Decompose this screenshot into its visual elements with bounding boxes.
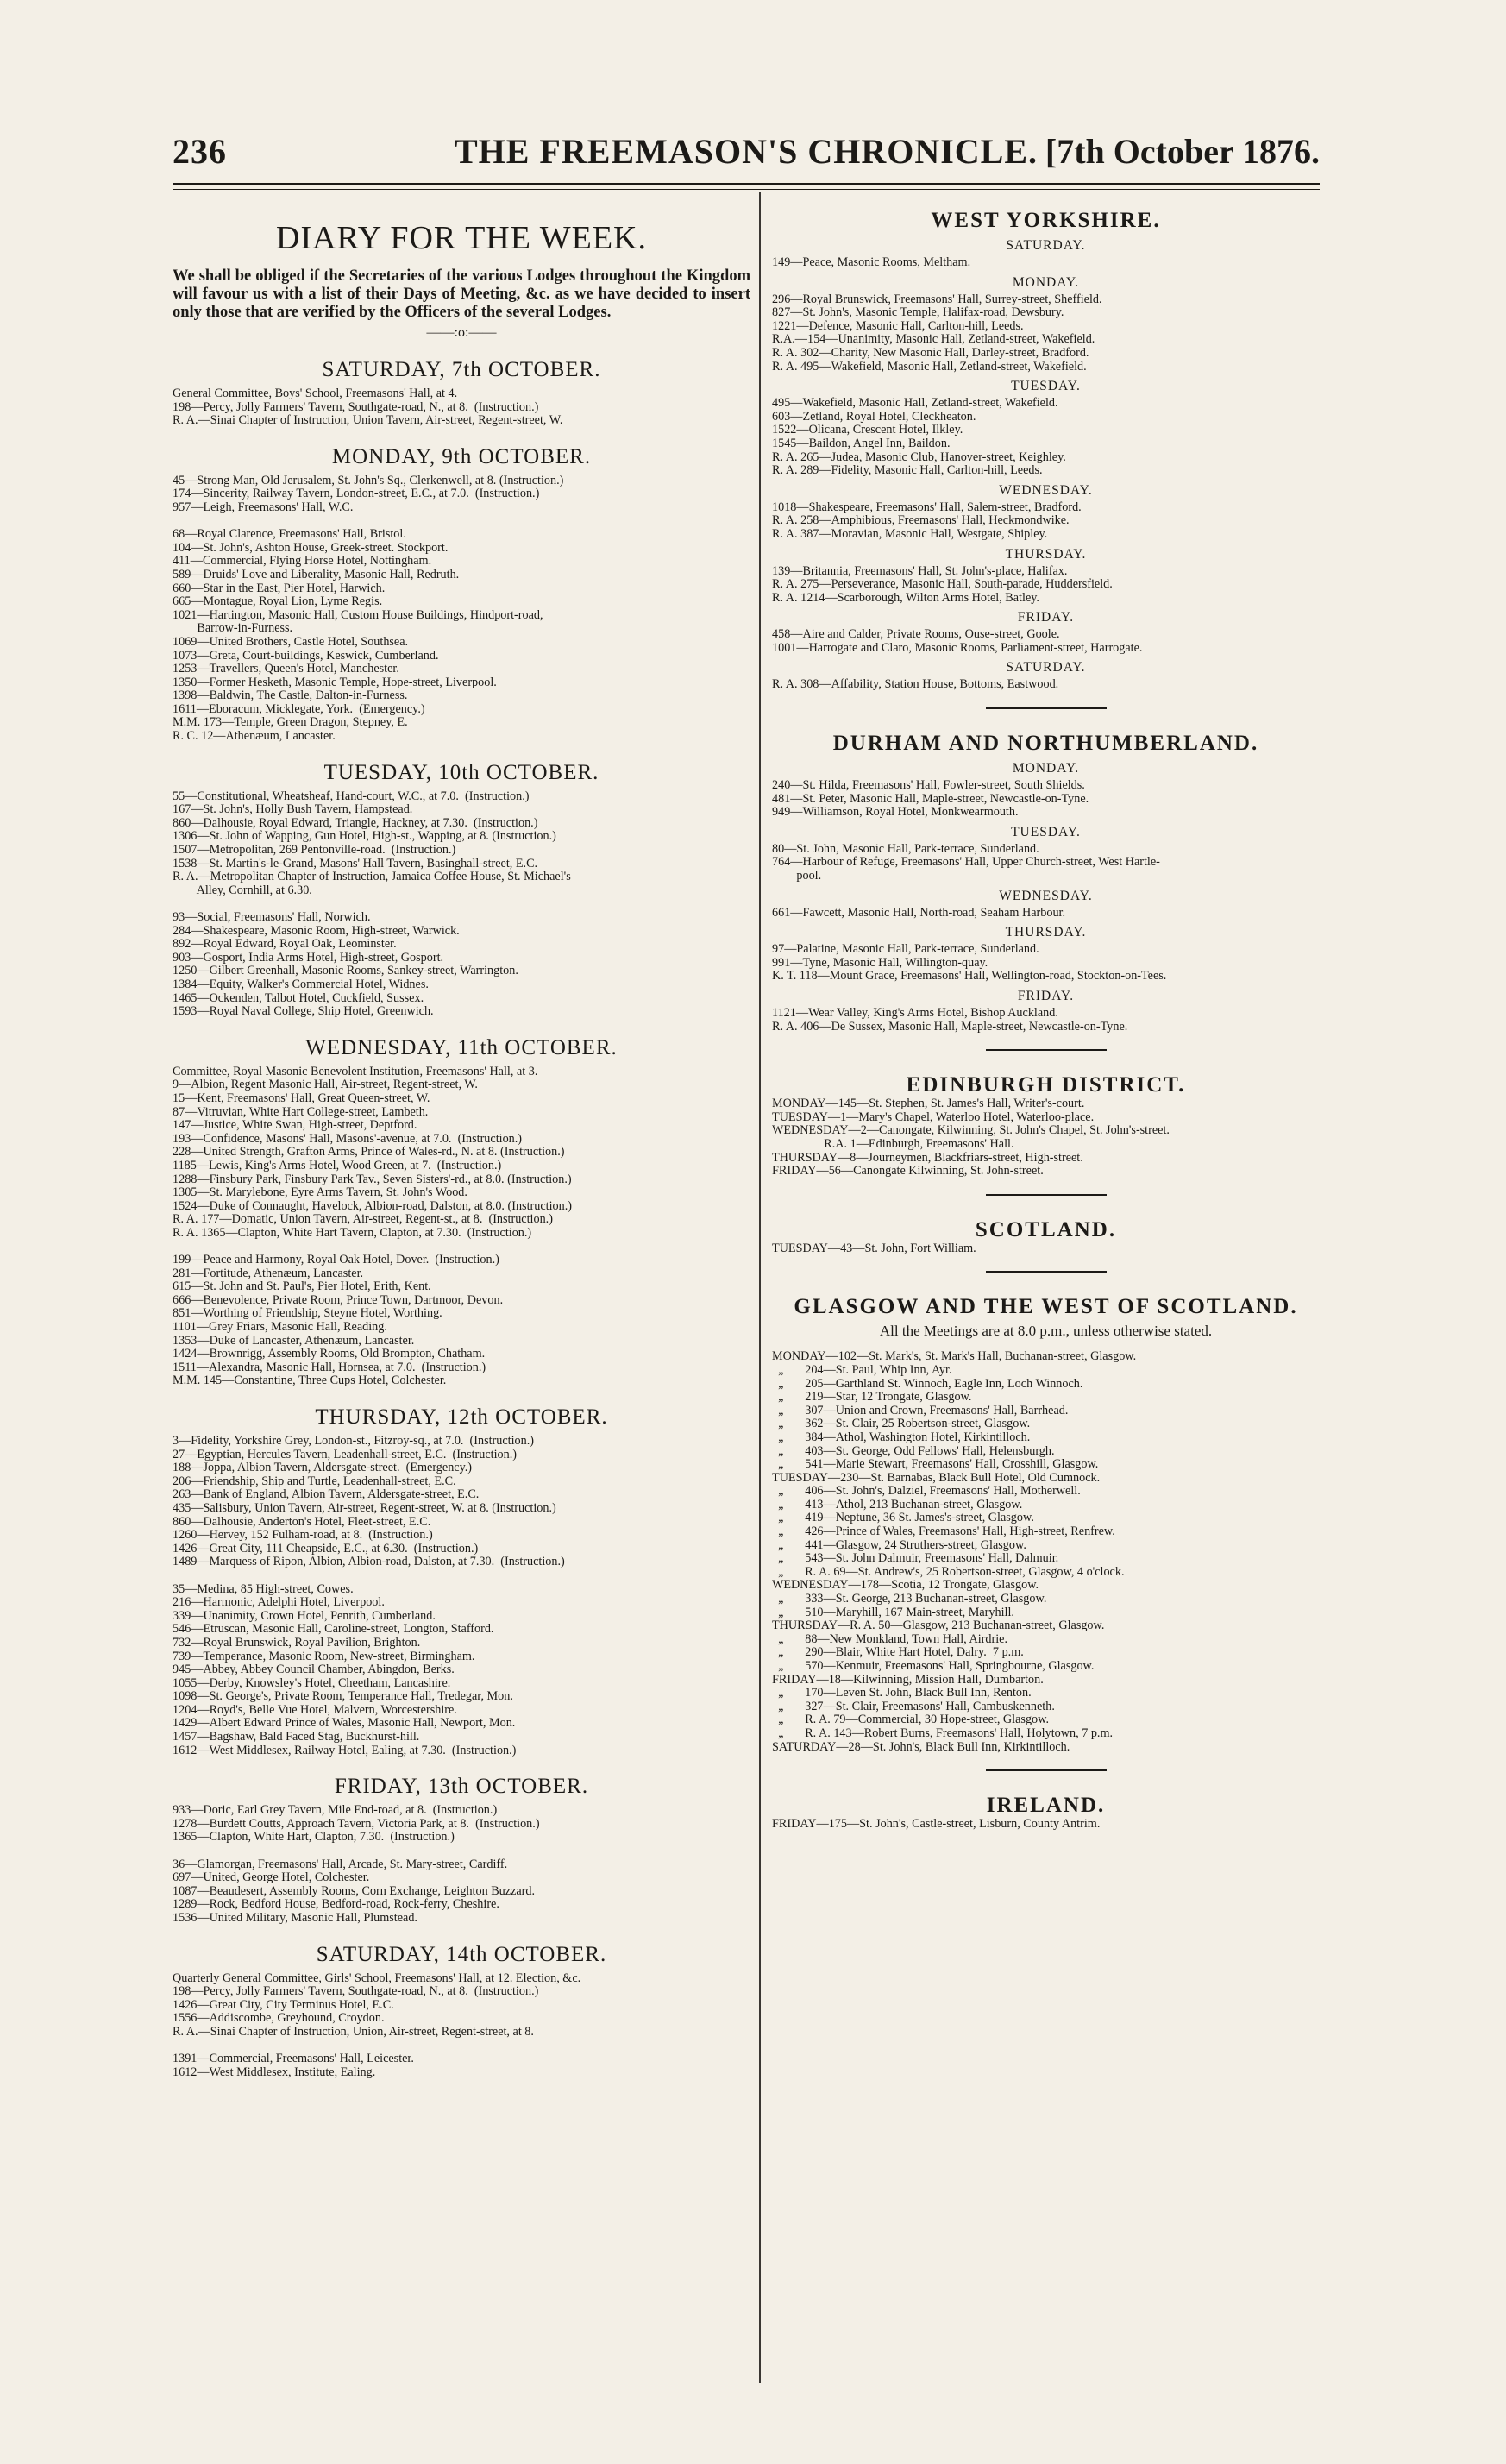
lodge-entry: 1305—St. Marylebone, Eyre Arms Tavern, St. John's Wood. (173, 1185, 467, 1200)
lodge-entry: R. A.—Sinai Chapter of Instruction, Union, Air-street, Regent-street, at 8. (173, 2024, 534, 2039)
lodge-entry: 1511—Alexandra, Masonic Hall, Hornsea, at 7.0. (Instruction.) (173, 1360, 486, 1374)
lodge-entry (173, 1569, 750, 1583)
lodge-entries (772, 843, 1320, 883)
issue-date: [7th October 1876. (1045, 132, 1320, 171)
lodge-entry: MONDAY—102—St. Mark's, St. Mark's Hall, Buchanan-street, Glasgow. (772, 1349, 1137, 1364)
lodge-entry: WEDNESDAY—178—Scotia, 12 Trongate, Glasgow. (772, 1578, 1039, 1593)
lodge-entries (173, 1804, 750, 1925)
lodge-entry: 1391—Commercial, Freemasons' Hall, Leicester. (173, 2052, 414, 2066)
lodge-entry: R. A.—Sinai Chapter of Instruction, Union Tavern, Air-street, Regent-street, W. (173, 413, 563, 428)
lodge-entry: R.A. 1—Edinburgh, Freemasons' Hall. (772, 1136, 1014, 1151)
lodge-entry: FRIDAY—18—Kilwinning, Mission Hall, Dumbarton. (772, 1672, 1044, 1687)
lodge-entry: 1001—Harrogate and Claro, Masonic Rooms, Parliament-street, Harrogate. (772, 640, 1143, 655)
lodge-entry: 36—Glamorgan, Freemasons' Hall, Arcade, St. Mary-street, Cardiff. (173, 1857, 508, 1871)
lodge-entries (173, 790, 750, 1019)
lodge-entry: 827—St. John's, Masonic Temple, Halifax-road, Dewsbury. (772, 305, 1064, 320)
lodge-entry: 1185—Lewis, King's Arms Hotel, Wood Green, at 7. (Instruction.) (173, 1158, 502, 1172)
lodge-entry: 1524—Duke of Connaught, Havelock, Albion-road, Dalston, at 8.0. (Instruction.) (173, 1198, 572, 1213)
left-column (173, 202, 750, 2079)
lodge-entry: 97—Palatine, Masonic Hall, Park-terrace, Sunderland. (772, 942, 1039, 957)
lodge-entry: 1353—Duke of Lancaster, Athenæum, Lancaster. (173, 1333, 415, 1348)
lodge-entry: 139—Britannia, Freemasons' Hall, St. John's-place, Halifax. (772, 563, 1068, 578)
lodge-entry: 603—Zetland, Royal Hotel, Cleckheaton. (772, 409, 976, 424)
lodge-entry: 458—Aire and Calder, Private Rooms, Ouse-street, Goole. (772, 627, 1060, 642)
lodge-entry: 284—Shakespeare, Masonic Room, High-street, Warwick. (173, 923, 460, 938)
lodge-entry: 1556—Addiscombe, Greyhound, Croydon. (173, 2011, 385, 2026)
lodge-entry: THURSDAY—R. A. 50—Glasgow, 213 Buchanan-street, Glasgow. (772, 1619, 1105, 1633)
lodge-entry: 167—St. John's, Holly Bush Tavern, Hampstead. (173, 802, 413, 817)
section-heading: DURHAM AND NORTHUMBERLAND. (832, 732, 1259, 756)
lodge-entries (772, 293, 1320, 374)
lodge-entries (772, 1007, 1320, 1034)
lodge-entry: „ R. A. 79—Commercial, 30 Hope-street, Glasgow. (772, 1713, 1049, 1727)
lodge-entry: „ 419—Neptune, 36 St. James's-street, Glasgow. (772, 1511, 1034, 1525)
lodge-entry: 1055—Derby, Knowsley's Hotel, Cheetham, Lancashire. (173, 1675, 451, 1690)
lodge-entry: 1101—Grey Friars, Masonic Hall, Reading. (173, 1320, 387, 1335)
lodge-entry: 9—Albion, Regent Masonic Hall, Air-street, Regent-street, W. (173, 1078, 478, 1092)
lodge-entry: 1121—Wear Valley, King's Arms Hotel, Bishop Auckland. (772, 1006, 1058, 1020)
weekday-subheading: MONDAY. (1012, 761, 1080, 776)
section-heading: WEST YORKSHIRE. (931, 209, 1161, 232)
lodge-entry: 1429—Albert Edward Prince of Wales, Masonic Hall, Newport, Mon. (173, 1716, 516, 1731)
lodge-entry: „ 543—St. John Dalmuir, Freemasons' Hall, Dalmuir. (772, 1551, 1059, 1566)
lodge-entry: 1522—Olicana, Crescent Hotel, Ilkley. (772, 423, 963, 437)
lodge-entry: 1545—Baildon, Angel Inn, Baildon. (772, 436, 951, 450)
lodge-entry: „ 426—Prince of Wales, Freemasons' Hall, High-street, Renfrew. (772, 1524, 1115, 1539)
lodge-entry: 1611—Eboracum, Micklegate, York. (Emergency.) (173, 701, 425, 716)
lodge-entries (772, 943, 1320, 984)
lodge-entry: „ 384—Athol, Washington Hotel, Kirkintilloch. (772, 1430, 1031, 1444)
lodge-entry: 1087—Beaudesert, Assembly Rooms, Corn Exchange, Leighton Buzzard. (173, 1883, 536, 1898)
weekday-subheading: MONDAY. (1012, 274, 1080, 290)
column-divider (759, 192, 761, 2383)
lodge-entry: 589—Druids' Love and Liberality, Masonic Hall, Redruth. (173, 567, 460, 581)
lodge-entry: 732—Royal Brunswick, Royal Pavilion, Brighton. (173, 1635, 421, 1650)
lodge-entry: 1426—Great City, 111 Cheapside, E.C., at 6.30. (Instruction.) (173, 1541, 479, 1556)
lodge-entries (173, 387, 750, 428)
lodge-entry: 411—Commercial, Flying Horse Hotel, Nottingham. (173, 554, 432, 569)
lodge-entry: 87—Vitruvian, White Hart College-street, Lambeth. (173, 1104, 429, 1119)
lodge-entry: R. A.—Metropolitan Chapter of Instruction, Jamaica Coffee House, St. Michael's (173, 870, 571, 884)
weekday-subheading: FRIDAY. (1017, 610, 1075, 625)
lodge-entry: 198—Percy, Jolly Farmers' Tavern, Southgate-road, N., at 8. (Instruction.) (173, 1984, 539, 1999)
lodge-entry: 1250—Gilbert Greenhall, Masonic Rooms, Sankey-street, Warrington. (173, 964, 518, 978)
lodge-entry: 1278—Burdett Coutts, Approach Tavern, Victoria Park, at 8. (Instruction.) (173, 1816, 540, 1831)
weekday-subheading: TUESDAY. (1011, 379, 1081, 394)
section-heading: GLASGOW AND THE WEST OF SCOTLAND. (794, 1295, 1298, 1319)
lodge-entry: 546—Etruscan, Masonic Hall, Caroline-street, Longton, Stafford. (173, 1622, 494, 1637)
weekday-subheading: FRIDAY. (1017, 989, 1075, 1003)
lodge-entries (772, 1097, 1320, 1179)
lodge-entry: SATURDAY—28—St. John's, Black Bull Inn, Kirkintilloch. (772, 1739, 1070, 1754)
section-heading: SCOTLAND. (975, 1217, 1117, 1241)
weekday-subheading: SATURDAY. (1006, 660, 1086, 676)
lodge-entries (772, 565, 1320, 606)
lodge-entries (772, 1350, 1320, 1754)
lodge-entry: 3—Fidelity, Yorkshire Grey, London-st., Fitzroy-sq., at 7.0. (Instruction.) (173, 1434, 535, 1448)
lodge-entry: 1612—West Middlesex, Railway Hotel, Ealing, at 7.30. (Instruction.) (173, 1743, 517, 1757)
lodge-entry: 80—St. John, Masonic Hall, Park-terrace, Sunderland. (772, 841, 1039, 856)
lodge-entry: R. A. 1214—Scarborough, Wilton Arms Hotel, Batley. (772, 590, 1039, 605)
lodge-entry: 93—Social, Freemasons' Hall, Norwich. (173, 910, 371, 924)
lodge-entry: „ 441—Glasgow, 24 Struthers-street, Glasgow. (772, 1537, 1026, 1552)
lodge-entry: „ 362—St. Clair, 25 Robertson-street, Glasgow. (772, 1417, 1031, 1431)
lodge-entry: Committee, Royal Masonic Benevolent Institution, Freemasons' Hall, at 3. (173, 1064, 538, 1078)
weekday-subheading: TUESDAY. (1011, 824, 1081, 839)
lodge-entry: 739—Temperance, Masonic Room, New-street, Birmingham. (173, 1649, 475, 1663)
lodge-entry: 1612—West Middlesex, Institute, Ealing. (173, 2065, 376, 2079)
day-heading: SATURDAY, 7th OCTOBER. (322, 358, 601, 381)
lodge-entry (173, 1240, 750, 1254)
lodge-entry: WEDNESDAY—2—Canongate, Kilwinning, St. John's Chapel, St. John's-street. (772, 1123, 1170, 1138)
weekday-subheading: SATURDAY. (1006, 238, 1086, 253)
lodge-entry: „ 219—Star, 12 Trongate, Glasgow. (772, 1390, 972, 1405)
lodge-entry: 1204—Royd's, Belle Vue Hotel, Malvern, Worcestershire. (173, 1702, 457, 1717)
lodge-entry: 1306—St. John of Wapping, Gun Hotel, High-st., Wapping, at 8. (Instruction.) (173, 829, 556, 844)
right-column (772, 202, 1320, 1832)
lodge-entry: 1426—Great City, City Terminus Hotel, E.C. (173, 1997, 394, 2012)
diary-days (173, 358, 750, 2079)
lodge-entry: 1289—Rock, Bedford House, Bedford-road, Rock-ferry, Cheshire. (173, 1897, 499, 1912)
section-rule (986, 1194, 1107, 1196)
weekday-subheading: WEDNESDAY. (999, 482, 1093, 498)
lodge-entry: Alley, Cornhill, at 6.30. (173, 883, 312, 897)
lodge-entry: 228—United Strength, Grafton Arms, Prince of Wales-rd., N. at 8. (Instruction.) (173, 1145, 565, 1160)
day-heading: SATURDAY, 14th OCTOBER. (316, 1942, 607, 1966)
lodge-entry: pool. (772, 869, 822, 883)
lodge-entry: 1021—Hartington, Masonic Hall, Custom House Buildings, Hindport-road, (173, 607, 543, 622)
lodge-entry (173, 2040, 750, 2053)
lodge-entry: 1350—Former Hesketh, Masonic Temple, Hope-street, Liverpool. (173, 675, 497, 689)
lodge-entry: „ 541—Marie Stewart, Freemasons' Hall, Crosshill, Glasgow. (772, 1457, 1099, 1472)
lodge-entry: R. C. 12—Athenæum, Lancaster. (173, 729, 336, 744)
day-heading: THURSDAY, 12th OCTOBER. (315, 1405, 608, 1429)
lodge-entry: TUESDAY—1—Mary's Chapel, Waterloo Hotel, Waterloo-place. (772, 1109, 1095, 1124)
weekday-subheading: THURSDAY. (1005, 925, 1087, 940)
lodge-entry: 1018—Shakespeare, Freemasons' Hall, Salem-street, Bradford. (772, 500, 1082, 514)
lodge-entry: 1260—Hervey, 152 Fulham-road, at 8. (Instruction.) (173, 1528, 433, 1543)
section-spacer (772, 202, 1320, 209)
lodge-entry: 1457—Bagshaw, Bald Faced Stag, Buckhurst-hill. (173, 1730, 420, 1744)
lodge-entry: MONDAY—145—St. Stephen, St. James's Hall, Writer's-court. (772, 1097, 1085, 1111)
lodge-entry: R. A. 1365—Clapton, White Hart Tavern, Clapton, at 7.30. (Instruction.) (173, 1225, 532, 1240)
lodge-entry: 860—Dalhousie, Royal Edward, Triangle, Hackney, at 7.30. (Instruction.) (173, 815, 538, 830)
lodge-entry: 193—Confidence, Masons' Hall, Masons'-avenue, at 7.0. (Instruction.) (173, 1131, 523, 1146)
lodge-entry: „ 307—Union and Crown, Freemasons' Hall, Barrhead. (772, 1403, 1069, 1417)
lodge-entry: 35—Medina, 85 High-street, Cowes. (173, 1581, 354, 1596)
lodge-entry: „ 170—Leven St. John, Black Bull Inn, Renton. (772, 1686, 1032, 1700)
lodge-entry: „ 413—Athol, 213 Buchanan-street, Glasgow. (772, 1497, 1023, 1512)
weekday-subheading: THURSDAY. (1005, 546, 1087, 562)
lodge-entry: Barrow-in-Furness. (173, 621, 293, 636)
lodge-entry: 860—Dalhousie, Anderton's Hotel, Fleet-street, E.C. (173, 1514, 431, 1529)
lodge-entry: 188—Joppa, Albion Tavern, Aldersgate-street. (Emergency.) (173, 1461, 473, 1475)
weekday-subheading: WEDNESDAY. (999, 888, 1093, 903)
lodge-entries (173, 1435, 750, 1757)
lodge-entry: „ 204—St. Paul, Whip Inn, Ayr. (772, 1362, 952, 1377)
day-heading: TUESDAY, 10th OCTOBER. (323, 760, 599, 784)
lodge-entry: 903—Gosport, India Arms Hotel, High-street, Gosport. (173, 950, 444, 965)
lodge-entries (772, 907, 1320, 921)
masthead (173, 131, 1320, 179)
lodge-entry: R. A. 258—Amphibious, Freemasons' Hall, Heckmondwike. (772, 513, 1070, 528)
lodge-entry: 174—Sincerity, Railway Tavern, London-street, E.C., at 7.0. (Instruction.) (173, 487, 540, 501)
lodge-entry: 15—Kent, Freemasons' Hall, Great Queen-street, W. (173, 1091, 430, 1105)
lodge-entry: 697—United, George Hotel, Colchester. (173, 1870, 370, 1885)
section-rule (986, 1049, 1107, 1051)
lodge-entry: 149—Peace, Masonic Rooms, Meltham. (772, 255, 971, 269)
lodge-entry: 957—Leigh, Freemasons' Hall, W.C. (173, 500, 354, 514)
lodge-entry: R. A. 289—Fidelity, Masonic Hall, Carlton-hill, Leeds. (772, 463, 1043, 478)
lodge-entry: 1365—Clapton, White Hart, Clapton, 7.30. (Instruction.) (173, 1830, 455, 1845)
lodge-entry: R.A.—154—Unanimity, Masonic Hall, Zetland-street, Wakefield. (772, 332, 1095, 347)
lodge-entry: 764—Harbour of Refuge, Freemasons' Hall, Upper Church-street, West Hartle- (772, 855, 1160, 870)
lodge-entry: R. A. 302—Charity, New Masonic Hall, Darley-street, Bradford. (772, 345, 1089, 360)
lodge-entry: R. A. 265—Judea, Masonic Club, Hanover-street, Keighley. (772, 449, 1066, 464)
lodge-entry: 1507—Metropolitan, 269 Pentonville-road. (Instruction.) (173, 843, 456, 858)
lodge-entry: 1424—Brownrigg, Assembly Rooms, Old Brompton, Chatham. (173, 1347, 486, 1361)
lodge-entry: „ 406—St. John's, Dalziel, Freemasons' Hall, Motherwell. (772, 1484, 1081, 1499)
lodge-entries (772, 779, 1320, 820)
lodge-entry: 240—St. Hilda, Freemasons' Hall, Fowler-street, South Shields. (772, 778, 1085, 793)
lodge-entries (772, 256, 1320, 270)
lodge-entries (772, 501, 1320, 542)
section-note: All the Meetings are at 8.0 p.m., unless otherwise stated. (879, 1323, 1213, 1340)
day-heading: WEDNESDAY, 11th OCTOBER. (305, 1035, 618, 1059)
lodge-entry: 45—Strong Man, Old Jerusalem, St. John's Sq., Clerkenwell, at 8. (Instruction.) (173, 473, 564, 487)
lodge-entry: 1465—Ockenden, Talbot Hotel, Cuckfield, Sussex. (173, 990, 424, 1005)
section-heading: EDINBURGH DISTRICT. (906, 1073, 1186, 1097)
lodge-entry: 665—Montague, Royal Lion, Lyme Regis. (173, 594, 383, 609)
lodge-entry: „ 327—St. Clair, Freemasons' Hall, Cambuskenneth. (772, 1699, 1055, 1713)
lodge-entries (772, 397, 1320, 478)
lodge-entry: 1073—Greta, Court-buildings, Keswick, Cumberland. (173, 648, 439, 663)
lodge-entry: FRIDAY—56—Canongate Kilwinning, St. John-street. (772, 1164, 1044, 1179)
lodge-entry: 55—Constitutional, Wheatsheaf, Hand-court, W.C., at 7.0. (Instruction.) (173, 789, 530, 803)
header-rule (173, 183, 1320, 185)
lodge-entry: M.M. 145—Constantine, Three Cups Hotel, Colchester. (173, 1373, 447, 1388)
day-heading: MONDAY, 9th OCTOBER. (331, 444, 592, 468)
lodge-entry: 1489—Marquess of Ripon, Albion, Albion-road, Dalston, at 7.30. (Instruction.) (173, 1555, 565, 1569)
lodge-entry: 945—Abbey, Abbey Council Chamber, Abingdon, Berks. (173, 1663, 455, 1677)
lodge-entry: R. A. 406—De Sussex, Masonic Hall, Maple-street, Newcastle-on-Tyne. (772, 1019, 1128, 1034)
diary-title: DIARY FOR THE WEEK. (276, 220, 647, 256)
lodge-entries (173, 1972, 750, 2080)
lodge-entry: „ 403—St. George, Odd Fellows' Hall, Helensburgh. (772, 1443, 1055, 1458)
lodge-entry: R. A. 495—Wakefield, Masonic Hall, Zetland-street, Wakefield. (772, 359, 1087, 374)
lodge-entry: 495—Wakefield, Masonic Hall, Zetland-street, Wakefield. (772, 396, 1058, 411)
day-heading: FRIDAY, 13th OCTOBER. (334, 1775, 589, 1799)
lodge-entry: 435—Salisbury, Union Tavern, Air-street, Regent-street, W. at 8. (Instruction.) (173, 1500, 556, 1515)
lodge-entry (173, 1845, 750, 1858)
lodge-entry: 661—Fawcett, Masonic Hall, North-road, Seaham Harbour. (772, 905, 1066, 920)
lodge-entry: 1593—Royal Naval College, Ship Hotel, Greenwich. (173, 1004, 434, 1019)
lodge-entry: 339—Unanimity, Crown Hotel, Penrith, Cumberland. (173, 1608, 436, 1623)
lodge-entry: R. A. 275—Perseverance, Masonic Hall, South-parade, Huddersfield. (772, 577, 1113, 592)
lodge-entry: 206—Friendship, Ship and Turtle, Leadenhall-street, E.C. (173, 1474, 456, 1488)
lodge-entry: 1288—Finsbury Park, Finsbury Park Tav., Seven Sisters'-rd., at 8.0. (Instruction.) (173, 1172, 572, 1186)
lodge-entry: FRIDAY—175—St. John's, Castle-street, Lisburn, County Antrim. (772, 1817, 1101, 1832)
lodge-entry: 949—Williamson, Royal Hotel, Monkwearmouth. (772, 805, 1019, 820)
lodge-entry: „ R. A. 143—Robert Burns, Freemasons' Hall, Holytown, 7 p.m. (772, 1725, 1114, 1740)
lodge-entry: TUESDAY—43—St. John, Fort William. (772, 1241, 976, 1255)
lodge-entries (173, 1065, 750, 1388)
lodge-entry: 481—St. Peter, Masonic Hall, Maple-street, Newcastle-on-Tyne. (772, 791, 1089, 806)
lodge-entry: 615—St. John and St. Paul's, Pier Hotel, Erith, Kent. (173, 1279, 431, 1294)
lodge-entries (772, 678, 1320, 692)
lodge-entry: 263—Bank of England, Albion Tavern, Aldersgate-street, E.C. (173, 1487, 480, 1502)
ornament-separator: ——:o:—— (426, 325, 497, 340)
lodge-entry: 1384—Equity, Walker's Commercial Hotel, Widnes. (173, 977, 429, 991)
section-rule (986, 1271, 1107, 1273)
lodge-entry (173, 897, 750, 911)
lodge-entries (772, 628, 1320, 655)
lodge-entry: „ 205—Garthland St. Winnoch, Eagle Inn, Loch Winnoch. (772, 1376, 1083, 1391)
lodge-entry: TUESDAY—230—St. Barnabas, Black Bull Hotel, Old Cumnock. (772, 1470, 1101, 1485)
lodge-entry: 1221—Defence, Masonic Hall, Carlton-hill, Leeds. (772, 318, 1024, 333)
lodge-entries (173, 475, 750, 744)
lodge-entry: 1098—St. George's, Private Room, Temperance Hall, Tredegar, Mon. (173, 1689, 513, 1704)
lodge-entry: „ R. A. 69—St. Andrew's, 25 Robertson-street, Glasgow, 4 o'clock. (772, 1564, 1125, 1579)
intro-paragraph: We shall be obliged if the Secretaries of the various Lodges throughout the Kingdom will favour us with a list of their Days of Meeting, &c. as we have decided to insert only those that are verified by the Officers of the several Lodges. (173, 267, 750, 321)
lodge-entry: 851—Worthing of Friendship, Steyne Hotel, Worthing. (173, 1306, 442, 1321)
lodge-entry: 660—Star in the East, Pier Hotel, Harwich. (173, 581, 386, 595)
lodge-entry: 104—St. John's, Ashton House, Greek-street. Stockport. (173, 540, 449, 555)
lodge-entry: 27—Egyptian, Hercules Tavern, Leadenhall-street, E.C. (Instruction.) (173, 1447, 518, 1461)
lodge-entry: 991—Tyne, Masonic Hall, Willington-quay. (772, 955, 988, 970)
lodge-entry: 1253—Travellers, Queen's Hotel, Manchester. (173, 662, 399, 676)
lodge-entry: 281—Fortitude, Athenæum, Lancaster. (173, 1266, 364, 1280)
lodge-entry: 1538—St. Martin's-le-Grand, Masons' Hall Tavern, Basinghall-street, E.C. (173, 856, 538, 871)
lodge-entry: 1398—Baldwin, The Castle, Dalton-in-Furness. (173, 688, 408, 703)
lodge-entry (173, 515, 750, 529)
lodge-entries (772, 1818, 1320, 1832)
lodge-entry: „ 88—New Monkland, Town Hall, Airdrie. (772, 1631, 1007, 1646)
lodge-entry: 68—Royal Clarence, Freemasons' Hall, Bristol. (173, 527, 406, 542)
lodge-entry: K. T. 118—Mount Grace, Freemasons' Hall, Wellington-road, Stockton-on-Tees. (772, 969, 1167, 984)
lodge-entry: M.M. 173—Temple, Green Dragon, Stepney, E. (173, 715, 408, 730)
lodge-entry: „ 333—St. George, 213 Buchanan-street, Glasgow. (772, 1592, 1047, 1606)
section-rule (986, 1769, 1107, 1771)
lodge-entry: 296—Royal Brunswick, Freemasons' Hall, Surrey-street, Sheffield. (772, 292, 1102, 306)
publication-title: THE FREEMASON'S CHRONICLE. (454, 132, 1039, 171)
lodge-entry: Quarterly General Committee, Girls' School, Freemasons' Hall, at 12. Election, &c. (173, 1971, 581, 1985)
lodge-entry: R. A. 387—Moravian, Masonic Hall, Westgate, Shipley. (772, 526, 1048, 541)
lodge-entry: 199—Peace and Harmony, Royal Oak Hotel, Dover. (Instruction.) (173, 1253, 499, 1267)
lodge-entry: THURSDAY—8—Journeymen, Blackfriars-street, High-street. (772, 1150, 1083, 1165)
lodge-entry: 1536—United Military, Masonic Hall, Plumstead. (173, 1911, 417, 1925)
lodge-entry: „ 570—Kenmuir, Freemasons' Hall, Springbourne, Glasgow. (772, 1659, 1095, 1673)
lodge-entry: 216—Harmonic, Adelphi Hotel, Liverpool. (173, 1595, 385, 1610)
header-rule-thin (173, 189, 1320, 190)
lodge-entry: 933—Doric, Earl Grey Tavern, Mile End-road, at 8. (Instruction.) (173, 1803, 498, 1818)
lodge-entry: 1069—United Brothers, Castle Hotel, Southsea. (173, 634, 409, 649)
lodge-entry: 198—Percy, Jolly Farmers' Tavern, Southgate-road, N., at 8. (Instruction.) (173, 399, 539, 414)
section-heading: IRELAND. (986, 1794, 1106, 1818)
section-rule (986, 707, 1107, 709)
page-number: 236 (173, 132, 227, 171)
lodge-entry: 147—Justice, White Swan, High-street, Deptford. (173, 1118, 417, 1133)
lodge-entries (772, 1242, 1320, 1256)
lodge-entry: „ 510—Maryhill, 167 Main-street, Maryhill. (772, 1605, 1014, 1619)
lodge-entry: 666—Benevolence, Private Room, Prince Town, Dartmoor, Devon. (173, 1292, 504, 1307)
lodge-entry: „ 290—Blair, White Hart Hotel, Dalry. 7 p.m. (772, 1645, 1024, 1660)
lodge-entry: R. A. 177—Domatic, Union Tavern, Air-street, Regent-st., at 8. (Instruction.) (173, 1212, 553, 1227)
lodge-entry: 892—Royal Edward, Royal Oak, Leominster. (173, 937, 397, 952)
lodge-entry: R. A. 308—Affability, Station House, Bottoms, Eastwood. (772, 677, 1059, 692)
lodge-entry: General Committee, Boys' School, Freemasons' Hall, at 4. (173, 387, 458, 400)
